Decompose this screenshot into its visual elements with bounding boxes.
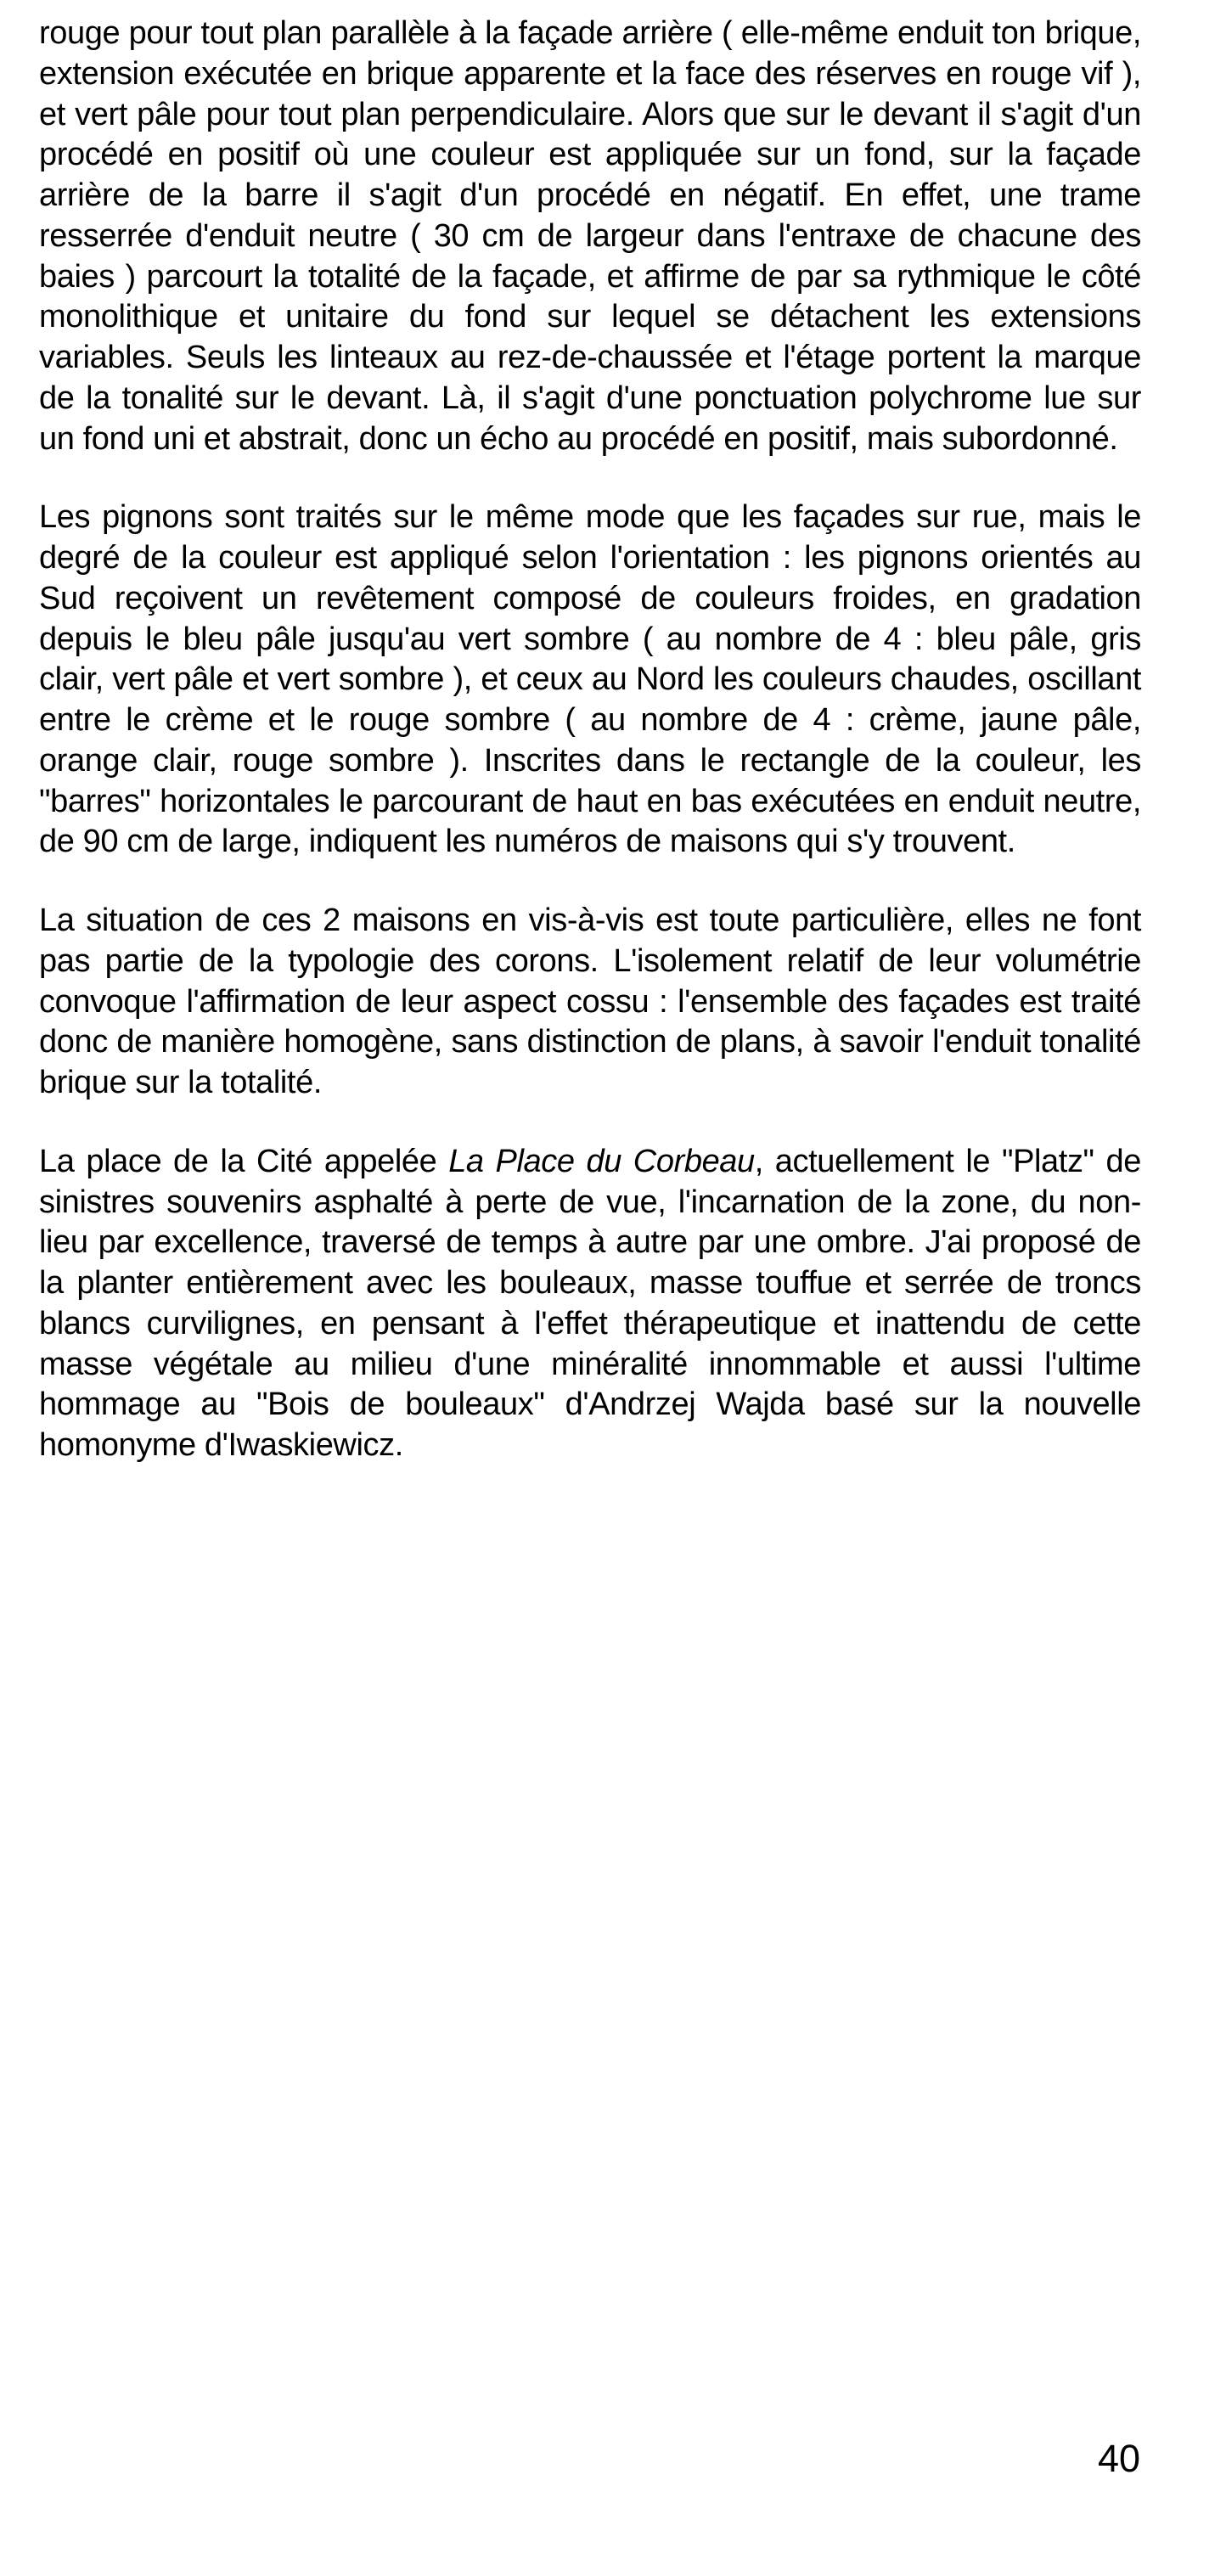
text-block	[39, 14, 1141, 1466]
paragraph-2: Les pignons sont traités sur le même mode que les façades sur rue, mais le degré de la couleur est appliqué selon l'orientation : les pignons orientés au Sud reçoivent un revêtement composé de couleurs froides, en gradation depuis le bleu pâle jusqu'au vert sombre ( au nombre de 4 : bleu pâle, gris clair, vert pâle et vert sombre ), et ceux au Nord les couleurs chaudes, oscillant entre le crème et le rouge sombre ( au nombre de 4 : crème, jaune pâle, orange clair, rouge sombre ). Inscrites dans le rectangle de la couleur, les "barres" horizontales le parcourant de haut en bas exécutées en enduit neutre, de 90 cm de large, indiquent les numéros de maisons qui s'y trouvent.	[39, 499, 1141, 860]
paragraph-4-text-before-title: La place de la Cité appelée	[39, 1143, 449, 1179]
paragraph-4-text-after-title: , actuellement le "Platz" de sinistres souvenirs asphalté à perte de vue, l'incarnation de la zone, du non-lieu par excellence, traversé de temps à autre par une ombre. J'ai proposé de la planter entièrement avec les bouleaux, masse touffue et serrée de troncs blancs curvilignes, en pensant à l'effet thérapeutique et inattendu de cette masse végétale au milieu d'une minéralité innommable et aussi l'ultime hommage au "Bois de bouleaux" d'Andrzej Wajda basé sur la nouvelle homonyme d'Iwaskiewicz.	[39, 1143, 1141, 1463]
paragraph-3: La situation de ces 2 maisons en vis-à-vis est toute particulière, elles ne font pas partie de la typologie des corons. L'isolement relatif de leur volumétrie convoque l'affirmation de leur aspect cossu : l'ensemble des façades est traité donc de manière homogène, sans distinction de plans, à savoir l'enduit tonalité brique sur la totalité.	[39, 903, 1141, 1100]
paragraph-4	[39, 1142, 1141, 1466]
paragraph-1: rouge pour tout plan parallèle à la façade arrière ( elle-même enduit ton brique, extension exécutée en brique apparente et la face des réserves en rouge vif ), et vert pâle pour tout plan perpendiculaire. Alors que sur le devant il s'agit d'un procédé en positif où une couleur est appliquée sur un fond, sur la façade arrière de la barre il s'agit d'un procédé en négatif. En effet, une trame resserrée d'enduit neutre ( 30 cm de largeur dans l'entraxe de chacune des baies ) parcourt la totalité de la façade, et affirme de par sa rythmique le côté monolithique et unitaire du fond sur lequel se détachent les extensions variables. Seuls les linteaux au rez-de-chaussée et l'étage portent la marque de la tonalité sur le devant. Là, il s'agit d'une ponctuation polychrome lue sur un fond uni et abstrait, donc un écho au procédé en positif, mais subordonné.	[39, 15, 1141, 457]
place-name-italic-title: La Place du Corbeau	[448, 1143, 755, 1179]
page-number: 40	[1097, 2437, 1140, 2480]
